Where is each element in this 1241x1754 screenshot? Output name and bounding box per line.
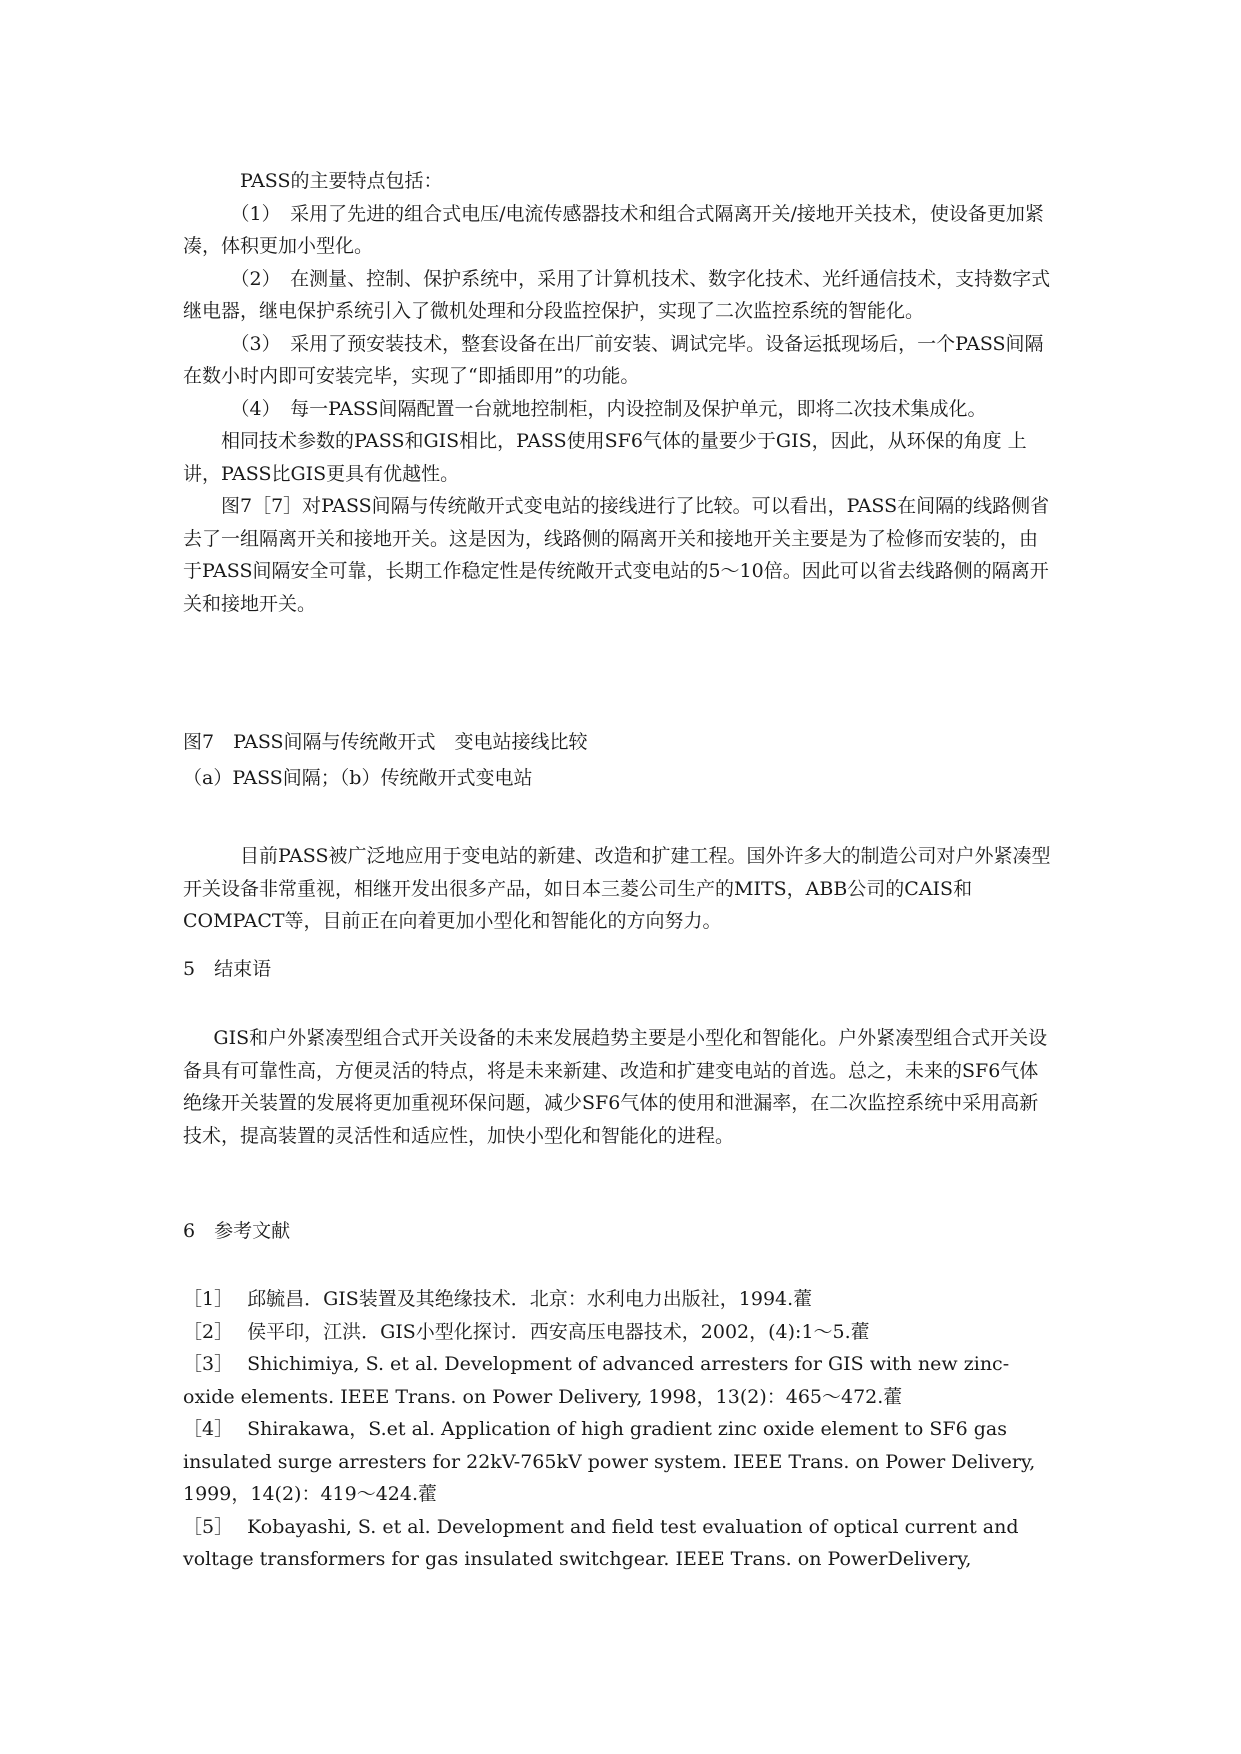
reference-text: 侯平印，江洪．GIS小型化探讨．西安高压电器技术，2002，(4):1～5.藿 xyxy=(247,1320,870,1343)
section-heading-references: 6 参考文献 xyxy=(183,1220,291,1242)
reference-number: ［4］ xyxy=(183,1418,234,1440)
reference-text: Kobayashi, S. et al. Development and field test evaluation of optical current and voltage transformers for gas insulated switchgear. IEEE Trans. on PowerDelivery, xyxy=(183,1515,1019,1570)
reference-list xyxy=(183,1283,1053,1576)
reference-text: 邱毓昌．GIS装置及其绝缘技术．北京：水利电力出版社，1994.藿 xyxy=(247,1288,813,1310)
figure-caption: 图7 PASS间隔与传统敞开式 变电站接线比较 xyxy=(183,731,588,753)
conclusion-paragraph: GIS和户外紧凑型组合式开关设备的未来发展趋势主要是小型化和智能化。户外紧凑型组合式开关设备具有可靠性高，方便灵活的特点，将是未来新建、改造和扩建变电站的首选。总之，未来的SF6气体绝缘开关装置的发展将更加重视环保问题，减少SF6气体的使用和泄漏率，在二次监控系统中采用高新技术，提高装置的灵活性和适应性，加快小型化和智能化的进程。 xyxy=(183,1027,1048,1147)
reference-item xyxy=(183,1348,1053,1413)
section5 xyxy=(183,953,1053,985)
paragraph-compare: 相同技术参数的PASS和GIS相比，PASS使用SF6气体的量要少于GIS，因此，从环保的角度 上讲，PASS比GIS更具有优越性。 xyxy=(183,430,1027,485)
section6 xyxy=(183,1215,1053,1247)
paragraph-current-block xyxy=(183,840,1053,938)
section5-body-block xyxy=(183,1022,1053,1152)
reference-text: Shirakawa，S.et al. Application of high gradient zinc oxide element to SF6 gas insulated surge arresters for 22kV-765kV power system. IEEE Trans. on Power Delivery, 1999，14(2)：419～424.藿 xyxy=(183,1418,1036,1505)
section-heading-conclusion: 5 结束语 xyxy=(183,958,272,980)
reference-number: ［5］ xyxy=(183,1515,234,1538)
reference-number: ［2］ xyxy=(183,1320,234,1343)
feature-item-4: （4） 每一PASS间隔配置一台就地控制柜，内设控制及保护单元，即将二次技术集成化。 xyxy=(230,397,987,420)
paragraph-current-applications: 目前PASS被广泛地应用于变电站的新建、改造和扩建工程。国外许多大的制造公司对户外紧凑型开关设备非常重视，相继开发出很多产品，如日本三菱公司生产的MITS，ABB公司的CAIS和COMPACT等，目前正在向着更加小型化和智能化的方向努力。 xyxy=(183,845,1051,932)
feature-item-1: （1） 采用了先进的组合式电压/电流传感器技术和组合式隔离开关/接地开关技术，使设备更加紧凑，体积更加小型化。 xyxy=(183,202,1044,257)
figure7-caption-block xyxy=(183,724,1053,796)
reference-item xyxy=(183,1316,1053,1349)
paragraph-figure7-discussion: 图7［7］对PASS间隔与传统敞开式变电站的接线进行了比较。可以看出，PASS在间隔的线路侧省去了一组隔离开关和接地开关。这是因为，线路侧的隔离开关和接地开关主要是为了检修而安装的，由于PASS间隔安全可靠，长期工作稳定性是传统敞开式变电站的5～10倍。因此可以省去线路侧的隔离开关和接地开关。 xyxy=(183,495,1050,615)
feature-item-3: （3） 采用了预安装技术，整套设备在出厂前安装、调试完毕。设备运抵现场后，一个PASS间隔在数小时内即可安装完毕，实现了“即插即用”的功能。 xyxy=(183,332,1044,387)
reference-number: ［1］ xyxy=(183,1288,234,1310)
reference-item xyxy=(183,1283,1053,1316)
reference-number: ［3］ xyxy=(183,1353,234,1375)
reference-item xyxy=(183,1413,1053,1511)
section4-tail xyxy=(183,165,1053,620)
reference-text: Shichimiya, S. et al. Development of advanced arresters for GIS with new zinc-oxide elements. IEEE Trans. on Power Delivery, 1998，13(2)：465～472.藿 xyxy=(183,1353,1010,1408)
features-intro: PASS的主要特点包括： xyxy=(240,170,443,192)
feature-item-2: （2） 在测量、控制、保护系统中，采用了计算机技术、数字化技术、光纤通信技术，支持数字式继电器，继电保护系统引入了微机处理和分段监控保护，实现了二次监控系统的智能化。 xyxy=(183,267,1051,322)
figure-subcaption: （a）PASS间隔；（b）传统敞开式变电站 xyxy=(183,767,533,789)
reference-item xyxy=(183,1511,1053,1576)
